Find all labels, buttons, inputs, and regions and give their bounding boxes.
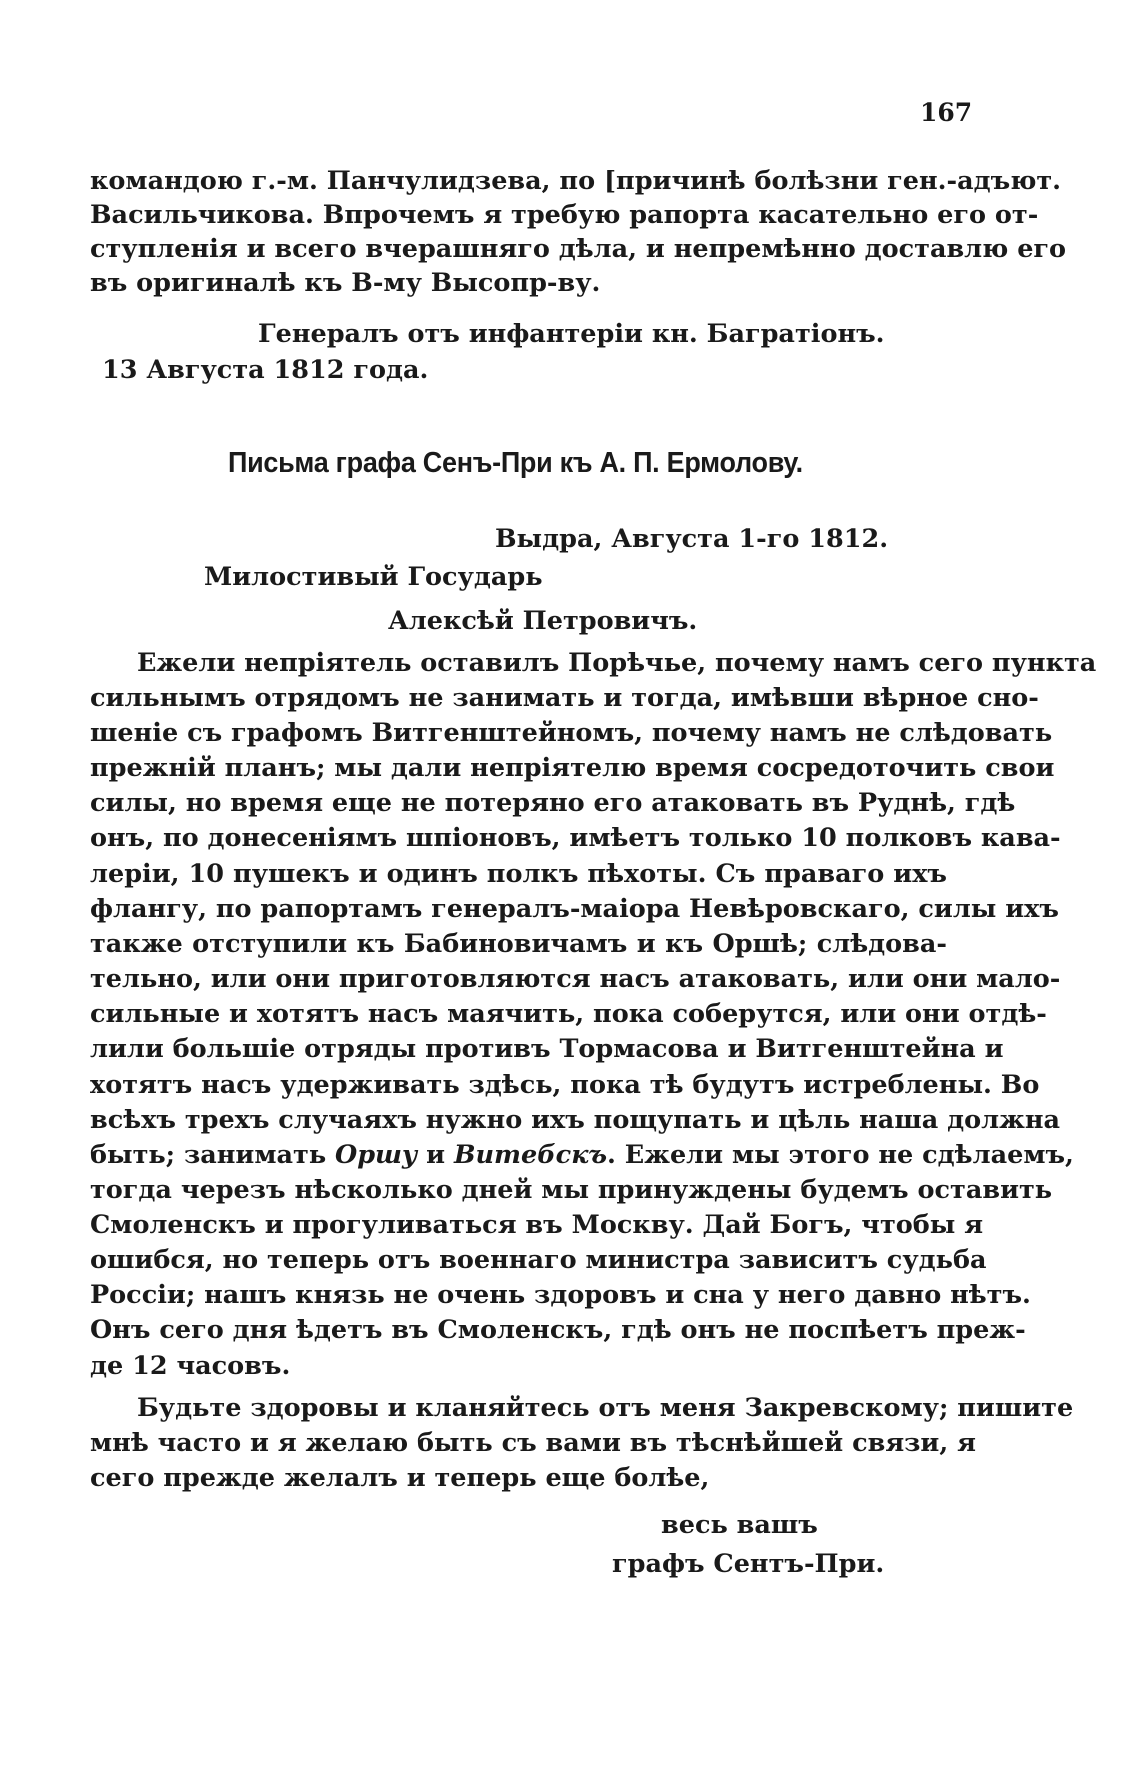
text-line: силы, но время еще не потеряно его атаковать въ Руднѣ, гдѣ <box>90 788 1016 818</box>
text-line: въ оригиналѣ къ В-му Высопр-ву. <box>90 268 601 298</box>
text-line: Смоленскъ и прогуливаться въ Москву. Дай Богъ, чтобы я <box>90 1210 984 1240</box>
text-line: онъ, по донесеніямъ шпіоновъ, имѣетъ только 10 полковъ кава- <box>90 823 1061 853</box>
text-line: Ежели непріятель оставилъ Порѣчье, почему намъ сего пункта <box>137 648 1097 678</box>
italic-place-vitebsk: Витебскъ <box>453 1140 608 1170</box>
text-line: де 12 часовъ. <box>90 1351 291 1381</box>
page-number: 167 <box>920 98 973 127</box>
date-line: 13 Августа 1812 года. <box>102 355 429 385</box>
signature-bagration: Генералъ отъ инфантеріи кн. Багратіонъ. <box>258 319 885 349</box>
text-span: и <box>417 1140 454 1170</box>
dateline: Выдра, Августа 1-го 1812. <box>495 524 889 554</box>
text-line: командою г.-м. Панчулидзева, по [причинѣ болѣзни ген.-адъют. <box>90 166 1062 196</box>
text-span: . Ежели мы этого не сдѣлаемъ, <box>607 1140 1074 1170</box>
text-line: сильнымъ отрядомъ не занимать и тогда, имѣвши вѣрное сно- <box>90 683 1039 713</box>
text-line: леріи, 10 пушекъ и одинъ полкъ пѣхоты. Съ праваго ихъ <box>90 859 947 889</box>
text-line-with-italics <box>90 1137 1074 1173</box>
text-line: мнѣ часто и я желаю быть съ вами въ тѣснѣйшей связи, я <box>90 1428 976 1458</box>
text-line: Будьте здоровы и кланяйтесь отъ меня Закревскому; пишите <box>137 1393 1074 1423</box>
text-line: ступленія и всего вчерашняго дѣла, и непремѣнно доставлю его <box>90 234 1067 264</box>
closing-signature: графъ Сентъ-При. <box>612 1549 885 1579</box>
text-line: сильные и хотятъ насъ маячить, пока соберутся, или они отдѣ- <box>90 999 1047 1029</box>
text-line: лили большіе отряды противъ Тормасова и Витгенштейна и <box>90 1034 1004 1064</box>
italic-place-orsha: Оршу <box>335 1140 418 1170</box>
salutation-line-2: Алексѣй Петровичъ. <box>388 606 698 636</box>
text-line: флангу, по рапортамъ генералъ-маіора Невѣровскаго, силы ихъ <box>90 894 1059 924</box>
text-line: тогда черезъ нѣсколько дней мы принуждены будемъ оставить <box>90 1175 1053 1205</box>
section-title: Письма графа Сенъ-При къ А. П. Ермолову. <box>228 447 803 479</box>
text-line: Россіи; нашъ князь не очень здоровъ и сна у него давно нѣтъ. <box>90 1280 1031 1310</box>
text-line: всѣхъ трехъ случаяхъ нужно ихъ пощупать и цѣль наша должна <box>90 1105 1061 1135</box>
closing-line: весь вашъ <box>661 1510 818 1540</box>
text-line: Онъ сего дня ѣдетъ въ Смоленскъ, гдѣ онъ не поспѣетъ преж- <box>90 1315 1026 1345</box>
text-line: шеніе съ графомъ Витгенштейномъ, почему намъ не слѣдовать <box>90 718 1053 748</box>
text-line: Васильчикова. Впрочемъ я требую рапорта касательно его от- <box>90 200 1039 230</box>
text-line: ошибся, но теперь отъ военнаго министра зависитъ судьба <box>90 1245 987 1275</box>
text-line: прежній планъ; мы дали непріятелю время сосредоточить свои <box>90 753 1055 783</box>
salutation-line-1: Милостивый Государь <box>204 562 543 592</box>
text-line: сего прежде желалъ и теперь еще болѣе, <box>90 1463 710 1493</box>
text-span: быть; занимать <box>90 1140 336 1170</box>
text-line: также отступили къ Бабиновичамъ и къ Оршѣ; слѣдова- <box>90 929 947 959</box>
text-line: хотятъ насъ удерживать здѣсь, пока тѣ будутъ истреблены. Во <box>90 1070 1040 1100</box>
text-line: тельно, или они приготовляются насъ атаковать, или они мало- <box>90 964 1061 994</box>
